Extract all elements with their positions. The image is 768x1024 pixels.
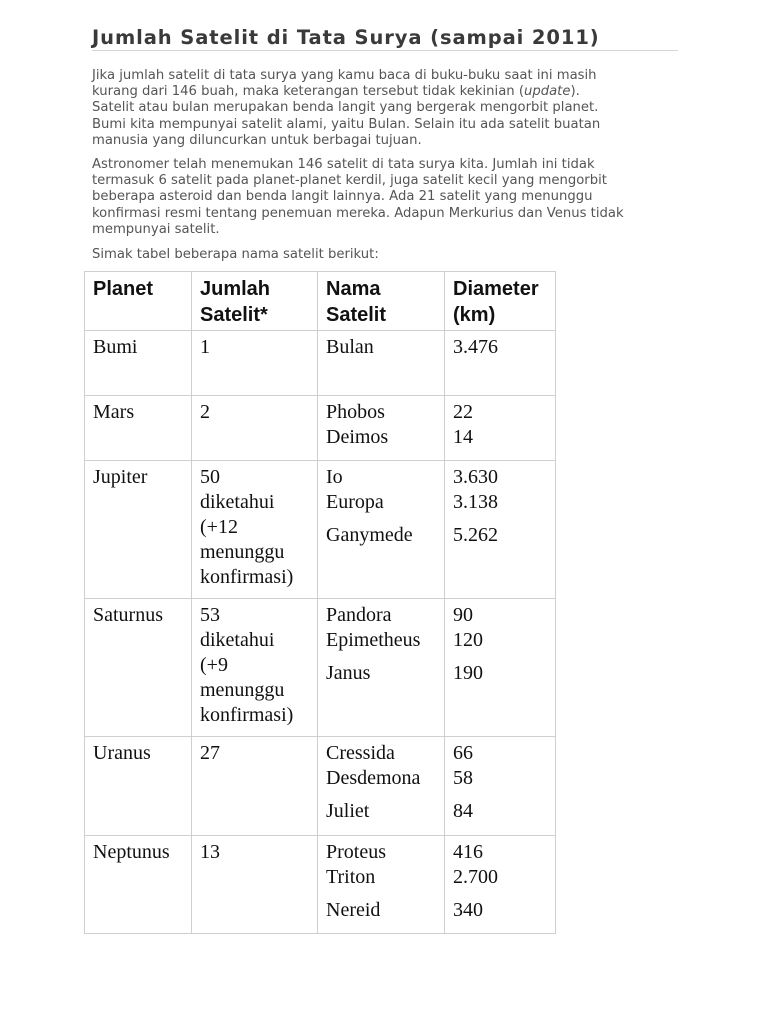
satellite-count: 50 (200, 466, 220, 488)
title-divider (92, 50, 678, 51)
header-diameter (445, 272, 556, 331)
satellite-count-note: (+9 (200, 654, 228, 676)
diameter-value: 66 (453, 742, 473, 764)
table-row (85, 836, 556, 934)
cell-jumlah (192, 836, 318, 934)
satellite-name: Proteus (326, 841, 386, 863)
cell-planet (85, 396, 192, 461)
diameter-value: 90 (453, 604, 473, 626)
table-row (85, 737, 556, 836)
paragraph-text: kurang dari 146 buah, maka keterangan tersebut tidak kekinian ( (92, 84, 524, 100)
satellite-count: 2 (200, 401, 210, 423)
table-header-row (85, 272, 556, 331)
diameter-value: 84 (453, 800, 473, 822)
paragraph-line: Satelit atau bulan merupakan benda langit yang bergerak mengorbit planet. (92, 100, 599, 116)
paragraph-line: termasuk 6 satelit pada planet-planet kerdil, juga satelit kecil yang mengorbit (92, 173, 607, 189)
paragraph-line: manusia yang diluncurkan untuk berbagai tujuan. (92, 132, 422, 148)
planet-name: Saturnus (93, 604, 163, 626)
paragraph-line: konfirmasi resmi tentang penemuan mereka. Adapun Merkurius dan Venus tidak (92, 205, 624, 221)
table-row (85, 599, 556, 737)
cell-planet (85, 461, 192, 599)
cell-diameter (445, 599, 556, 737)
diameter-value: 340 (453, 899, 483, 921)
paragraph-line: Bumi kita mempunyai satelit alami, yaitu Bulan. Selain itu ada satelit buatan (92, 116, 601, 132)
diameter-value: 190 (453, 662, 483, 684)
cell-planet (85, 331, 192, 396)
paragraph-line: Astronomer telah menemukan 146 satelit di tata surya kita. Jumlah ini tidak (92, 157, 595, 172)
cell-satelit (318, 396, 445, 461)
header-planet (85, 272, 192, 331)
header-text: Diameter (453, 278, 539, 300)
cell-satelit (318, 737, 445, 836)
header-text: Nama (326, 278, 381, 300)
paragraph-line: beberapa asteroid dan benda langit lainnya. Ada 21 satelit yang menunggu (92, 189, 593, 205)
table-row (85, 461, 556, 599)
header-text: Planet (93, 278, 154, 300)
planet-name: Bumi (93, 336, 138, 358)
satellite-count-note: konfirmasi) (200, 704, 294, 726)
planet-name: Jupiter (93, 466, 148, 488)
satellite-count-note: konfirmasi) (200, 566, 294, 588)
header-text: Satelit* (200, 304, 268, 326)
satellite-name: Bulan (326, 336, 374, 358)
diameter-value: 14 (453, 426, 473, 448)
satellite-count: 53 (200, 604, 220, 626)
cell-satelit (318, 461, 445, 599)
satellite-name: Desdemona (326, 767, 421, 789)
cell-diameter (445, 331, 556, 396)
diameter-value: 3.476 (453, 336, 498, 358)
diameter-value: 5.262 (453, 524, 498, 546)
satellite-count-note: menunggu (200, 541, 285, 563)
satellite-count: 13 (200, 841, 220, 863)
cell-diameter (445, 461, 556, 599)
header-text: Jumlah (200, 278, 271, 300)
intro-paragraph (92, 68, 678, 149)
diameter-value: 416 (453, 841, 483, 863)
diameter-value: 2.700 (453, 866, 498, 888)
satellite-count-note: diketahui (200, 491, 275, 513)
satellite-name: Phobos (326, 401, 385, 423)
cell-diameter (445, 737, 556, 836)
satellite-count-note: diketahui (200, 629, 275, 651)
cell-planet (85, 599, 192, 737)
satellite-name: Cressida (326, 742, 395, 764)
diameter-value: 3.138 (453, 491, 498, 513)
satellite-name: Nereid (326, 899, 381, 921)
satellite-count: 27 (200, 742, 220, 764)
italic-term: update (523, 84, 571, 100)
page-title: Jumlah Satelit di Tata Surya (sampai 2011) (92, 26, 600, 49)
paragraph-line: mempunyai satelit. (92, 221, 220, 237)
planet-name: Uranus (93, 742, 151, 764)
cell-planet (85, 836, 192, 934)
satellite-name: Deimos (326, 426, 389, 448)
cell-jumlah (192, 396, 318, 461)
cell-jumlah (192, 331, 318, 396)
header-jumlah-satelit (192, 272, 318, 331)
paragraph-text: ). (570, 84, 580, 100)
cell-diameter (445, 396, 556, 461)
table-intro-text: Simak tabel beberapa nama satelit berikut: (92, 247, 379, 262)
paragraph-line: Jika jumlah satelit di tata surya yang kamu baca di buku-buku saat ini masih (92, 68, 597, 83)
satellite-name: Europa (326, 491, 384, 513)
satellite-count-note: menunggu (200, 679, 285, 701)
satellite-count-note: (+12 (200, 516, 238, 538)
satellite-name: Pandora (326, 604, 392, 626)
satellite-name: Juliet (326, 800, 370, 822)
cell-diameter (445, 836, 556, 934)
cell-satelit (318, 331, 445, 396)
diameter-value: 22 (453, 401, 473, 423)
paragraph-line (92, 84, 678, 100)
astronomer-paragraph (92, 157, 678, 238)
table-row (85, 331, 556, 396)
cell-jumlah (192, 599, 318, 737)
diameter-value: 3.630 (453, 466, 498, 488)
header-text: Satelit (326, 304, 387, 326)
satellite-count: 1 (200, 336, 210, 358)
satellite-name: Triton (326, 866, 376, 888)
satellite-name: Epimetheus (326, 629, 421, 651)
table-row (85, 396, 556, 461)
planet-name: Neptunus (93, 841, 170, 863)
cell-jumlah (192, 737, 318, 836)
header-text: (km) (453, 304, 496, 326)
satellite-table (84, 271, 556, 934)
satellite-name: Ganymede (326, 524, 413, 546)
cell-satelit (318, 836, 445, 934)
satellite-name: Janus (326, 662, 371, 684)
cell-jumlah (192, 461, 318, 599)
planet-name: Mars (93, 401, 135, 423)
satellite-name: Io (326, 466, 343, 488)
cell-satelit (318, 599, 445, 737)
diameter-value: 58 (453, 767, 473, 789)
header-nama-satelit (318, 272, 445, 331)
diameter-value: 120 (453, 629, 483, 651)
cell-planet (85, 737, 192, 836)
